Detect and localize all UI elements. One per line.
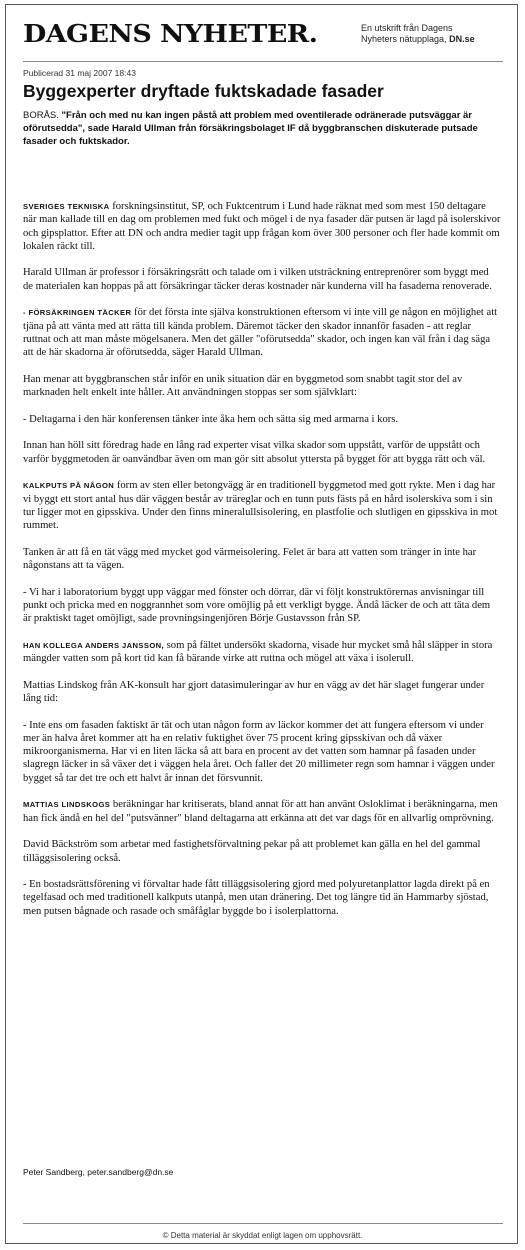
paragraph-lead-in: SVERIGES TEKNISKA bbox=[23, 202, 110, 211]
headline: Byggexperter dryftade fuktskadade fasader bbox=[23, 81, 384, 101]
ingress bbox=[23, 109, 501, 148]
paragraph-text: Innan han höll sitt föredrag hade en lång rad experter visat vilka skador som uppstått, varför de uppstått och varför byggmetoden är oanvändbar även om man gör sitt absolut yttersta på bygget för att bygga rätt och väl. bbox=[23, 440, 486, 465]
paragraph-lead-in: HAN KOLLEGA ANDERS JANSSON, bbox=[23, 640, 165, 650]
masthead bbox=[23, 17, 503, 57]
paragraph-text: forskningsinstitut, SP, och Fuktcentrum i Lund hade räknat med som mest 150 deltagare när man kallade till en dag om problemen med fukt och mögel i de nya fasader där putsen är lagd på isolerskivor och gipsplattor. Efter att DN och andra medier tagit upp frågan kom över 300 personer och fler hade kommit om lokalen räckt till. bbox=[23, 201, 501, 252]
paragraph-lead-in: KALKPUTS PÅ NÅGON bbox=[23, 481, 115, 491]
article-paragraph bbox=[23, 719, 501, 785]
article-paragraph bbox=[23, 306, 501, 359]
article-paragraph bbox=[23, 838, 501, 865]
article-paragraph bbox=[23, 266, 501, 293]
paragraph-lead-in: - FÖRSÄKRINGEN TÄCKER bbox=[23, 308, 132, 318]
article-paragraph bbox=[23, 479, 501, 532]
article-paragraph bbox=[23, 639, 501, 666]
article-paragraph bbox=[23, 413, 501, 426]
paragraph-text: Mattias Lindskog från AK-konsult har gjort datasimuleringar av hur en vägg av det här slaget fungerar under lång tid: bbox=[23, 679, 485, 704]
paragraph-text: - Vi har i laboratorium byggt upp väggar med fönster och dörrar, där vi följt konstruktörernas anvisningar till punkt och pricka med en noggrannhet som vore omöjlig på ett verkligt bygge. Ändå läcker de och att täta dem är praktiskt taget omöjligt, sade provningsingenjören Börje Gustavsson från SP. bbox=[23, 586, 491, 625]
paragraph-lead-in: MATTIAS LINDSKOGS bbox=[23, 800, 111, 810]
paragraph-text: - En bostadsrättsförening vi förvaltar hade fått tilläggsisolering gjord med polyuretanplattor lagda direkt på en tegelfasad och med traditionell kalkputs utanpå, men utan dränering. Det tog längre tid än Hammarby sjöstad, men putsen bågnade och rasade och småfåglar byggde bo i isolerplattorna. bbox=[23, 879, 490, 917]
print-note bbox=[361, 23, 503, 45]
print-note-line-2: Nyheters nätupplaga, bbox=[361, 34, 447, 44]
ingress-place: BORÅS. bbox=[23, 110, 59, 121]
paragraph-text: - Deltagarna i den här konferensen tänker inte åka hem och sätta sig med armarna i kors. bbox=[23, 413, 399, 425]
article-paragraph bbox=[23, 878, 501, 918]
article-page bbox=[5, 4, 518, 1244]
paragraph-text: Harald Ullman är professor i försäkringsrätt och talade om i vilken utsträckning entreprenörer som byggt med de materialen kan hoppas på att försäkringar täcker deras kostnader när kunderna vill ha fasaderna renoverade. bbox=[23, 267, 492, 292]
article-paragraph bbox=[23, 546, 501, 573]
copyright-notice: © Detta material är skyddat enligt lagen om upphovsrätt. bbox=[162, 1231, 363, 1240]
masthead-divider bbox=[23, 61, 503, 62]
publish-date: Publicerad 31 maj 2007 18:43 bbox=[23, 68, 136, 78]
paragraph-text: för det första inte själva konstruktionen eftersom vi inte vill ge någon en möjlighet att tjäna på att vänta med att rätta till kända problem. Däremot täcker den skador innanför fasaden - att reglar ruttnat och att man måste mögelsanera. Men det gäller "oförutsedda" skador, och ingen kan väl från i dag säga att de här skadorna är oförutsedda, säger Harald Ullman. bbox=[23, 307, 498, 359]
paragraph-text: som på fältet undersökt skadorna, visade hur mycket små hål släpper in stora mängder vatten som på kort tid kan få bärande virke att ruttna och mögel att växa i isolerull. bbox=[23, 639, 493, 665]
paragraph-text: form av sten eller betongvägg är en traditionell byggmetod med gott rykte. Men i dag har vi byggt ett stort antal hus där väggen består av träreglar och en tunn puts fästs på en hård isolerskiva som i sin tur ligger mot en gipsskiva. Under den finns mineralullsisolering, en plastfolie och slutligen en gipsskiva in mot rummet. bbox=[23, 480, 498, 532]
article-paragraph bbox=[23, 679, 501, 706]
paragraph-text: David Bäckström som arbetar med fastighetsförvaltning pekar på att problemet kan gälla en hel del gammal tilläggsisolering också. bbox=[23, 839, 481, 864]
footer-divider bbox=[23, 1223, 503, 1224]
print-note-line-1: En utskrift från Dagens bbox=[361, 23, 453, 33]
print-note-site-link[interactable]: DN.se bbox=[449, 34, 475, 44]
article-paragraph bbox=[23, 586, 501, 626]
paragraph-text: beräkningar har kritiserats, bland annat för att han använt Osloklimat i beräkningarna, men han fick ändå en hel del "putsvänner" bland deltagarna att erkänna att det var dags för en allvarlig omprövning. bbox=[23, 799, 498, 824]
article-body bbox=[23, 200, 501, 931]
byline: Peter Sandberg, peter.sandberg@dn.se bbox=[23, 1167, 174, 1177]
dn-logo: DAGENS NYHETER. bbox=[23, 19, 318, 48]
paragraph-text: Tanken är att få en tät vägg med mycket god värmeisolering. Felet är bara att vatten som tränger in inte har någonstans att ta vägen. bbox=[23, 546, 477, 572]
paragraph-text: Han menar att byggbranschen står inför en unik situation där en byggmetod som snabbt tagit stor del av marknaden helt enkelt inte håller. Att användningen stoppas ser som självklart: bbox=[23, 373, 463, 399]
article-paragraph bbox=[23, 798, 501, 825]
article-paragraph bbox=[23, 373, 501, 400]
article-paragraph bbox=[23, 439, 501, 466]
ingress-text: "Från och med nu kan ingen påstå att problem med oventilerade odränerade putsväggar är oförutsedda", sade Harald Ullman från försäkringsbolaget IF då byggbranschen diskuterade putsade fasader och fuktskador. bbox=[23, 110, 478, 147]
paragraph-text: - Inte ens om fasaden faktiskt är tät och utan någon form av läckor kommer det att fungera eftersom vi under mer än halva året kommer att ha en relativ fuktighet över 75 procent kring gipsskivan och då växer mikroorganismerna. Har vi en liten läcka så att bara en procent av det vatten som hamnar på fasaden under slagregn läcker in så växer det i väggen hela året. Och faller det 20 millimeter regn som hamnar i väggen under bygget så tar det tre och ett halvt år innan det försvunnit. bbox=[23, 719, 495, 784]
article-paragraph bbox=[23, 200, 501, 253]
